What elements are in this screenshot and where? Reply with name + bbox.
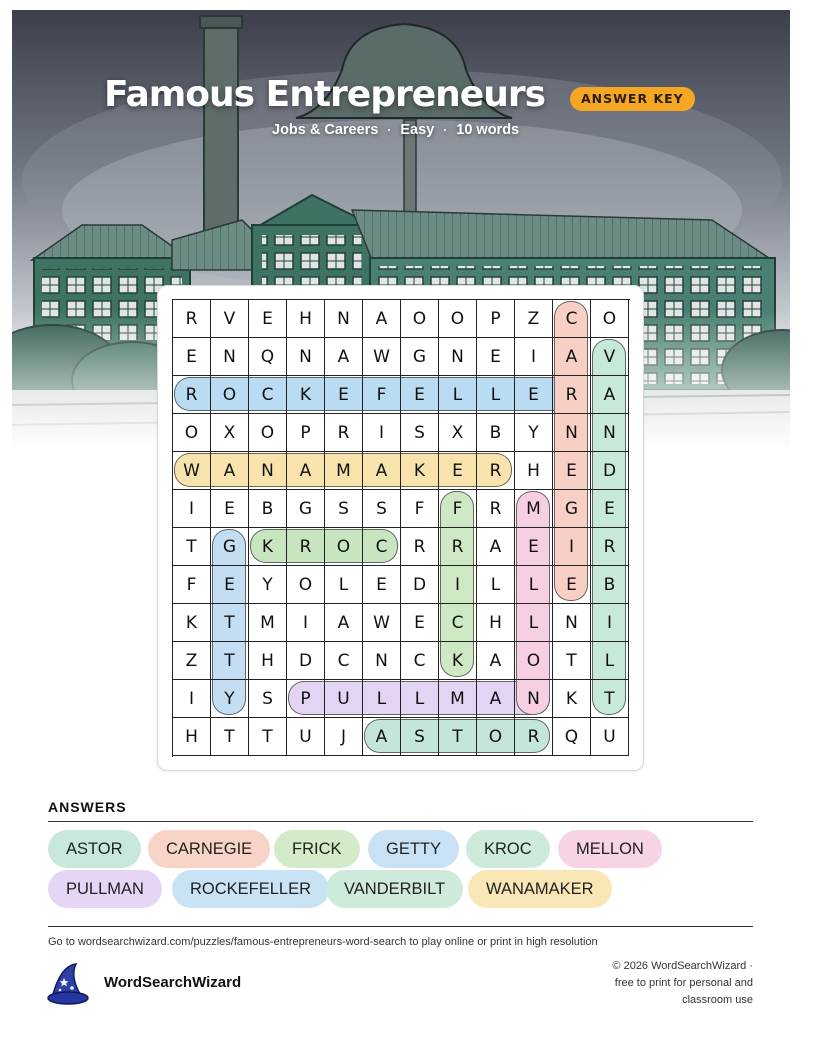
grid-cell: A xyxy=(363,300,401,338)
grid-cell: N xyxy=(287,338,325,376)
grid-cell: R xyxy=(173,376,211,414)
copyright-line: classroom use xyxy=(682,994,753,1006)
divider xyxy=(48,926,753,927)
grid-cell: O xyxy=(439,300,477,338)
puzzle-meta xyxy=(272,122,519,138)
copyright-line: free to print for personal and xyxy=(614,977,753,989)
grid-cell: A xyxy=(477,680,515,718)
grid-cell: W xyxy=(173,452,211,490)
grid-cell: K xyxy=(439,642,477,680)
grid-cell: D xyxy=(287,642,325,680)
grid-cell: D xyxy=(591,452,629,490)
grid-cell: O xyxy=(249,414,287,452)
grid-cell: L xyxy=(401,680,439,718)
grid-cell: G xyxy=(553,490,591,528)
grid-cell: T xyxy=(439,718,477,756)
answer-chip: MELLON xyxy=(558,830,662,868)
answer-chip: WANAMAKER xyxy=(468,870,612,908)
grid-cell: K xyxy=(553,680,591,718)
grid-cell: P xyxy=(477,300,515,338)
grid-cell: O xyxy=(325,528,363,566)
grid-cell: E xyxy=(439,452,477,490)
grid-cell: A xyxy=(325,338,363,376)
grid-cell: C xyxy=(439,604,477,642)
grid-cell: X xyxy=(439,414,477,452)
grid-cell: M xyxy=(249,604,287,642)
grid-cell: O xyxy=(401,300,439,338)
grid-cell: M xyxy=(325,452,363,490)
grid-cell: W xyxy=(363,604,401,642)
grid-cell: E xyxy=(553,452,591,490)
grid-cell: E xyxy=(211,490,249,528)
grid-cell: G xyxy=(287,490,325,528)
meta-separator: · xyxy=(443,123,448,137)
grid-cell: E xyxy=(553,566,591,604)
grid-cell: I xyxy=(515,338,553,376)
grid-cell: I xyxy=(439,566,477,604)
grid-cell: N xyxy=(363,642,401,680)
grid-cell: L xyxy=(363,680,401,718)
grid-cell: C xyxy=(401,642,439,680)
answer-chip: GETTY xyxy=(368,830,459,868)
meta-separator: · xyxy=(387,123,392,137)
grid-cell: U xyxy=(591,718,629,756)
grid-cell: L xyxy=(591,642,629,680)
grid-cell: K xyxy=(249,528,287,566)
grid-cell: K xyxy=(401,452,439,490)
grid-cell: R xyxy=(591,528,629,566)
grid-cell: J xyxy=(325,718,363,756)
grid-cell: O xyxy=(591,300,629,338)
copyright-notice xyxy=(553,958,753,1009)
grid-cell: Y xyxy=(249,566,287,604)
grid-cell: A xyxy=(363,452,401,490)
grid-cell: V xyxy=(591,338,629,376)
grid-cell: Q xyxy=(553,718,591,756)
grid-cell: H xyxy=(249,642,287,680)
grid-cell: O xyxy=(287,566,325,604)
grid-cell: E xyxy=(363,566,401,604)
grid-cell: I xyxy=(553,528,591,566)
grid-cell: F xyxy=(439,490,477,528)
answer-chip: PULLMAN xyxy=(48,870,162,908)
grid-cell: L xyxy=(515,566,553,604)
grid-cell: Y xyxy=(211,680,249,718)
grid-cell: I xyxy=(591,604,629,642)
grid-cell: T xyxy=(211,718,249,756)
footer-url-text: Go to wordsearchwizard.com/puzzles/famous-entrepreneurs-word-search to play online or print in high resolution xyxy=(48,936,598,948)
grid-cell: E xyxy=(401,376,439,414)
grid-cell: T xyxy=(211,642,249,680)
grid-cell: R xyxy=(287,528,325,566)
brand-name: WordSearchWizard xyxy=(104,974,242,991)
grid-cell: A xyxy=(363,718,401,756)
grid-cell: I xyxy=(287,604,325,642)
difficulty-label: Easy xyxy=(400,122,435,138)
grid-cell: N xyxy=(249,452,287,490)
grid-cell: N xyxy=(439,338,477,376)
grid-cell: E xyxy=(249,300,287,338)
grid-cell: E xyxy=(515,376,553,414)
grid-cell: Z xyxy=(173,642,211,680)
grid-cell: C xyxy=(363,528,401,566)
grid-cell: L xyxy=(515,604,553,642)
copyright-line: © 2026 WordSearchWizard · xyxy=(612,960,753,972)
grid-cell: G xyxy=(401,338,439,376)
grid-cell: N xyxy=(325,300,363,338)
grid-cell: D xyxy=(401,566,439,604)
grid-cell: C xyxy=(553,300,591,338)
grid-cell: W xyxy=(363,338,401,376)
wizard-hat-icon xyxy=(46,962,94,1011)
grid-cell: Y xyxy=(515,414,553,452)
grid-cell: E xyxy=(477,338,515,376)
grid-cell: L xyxy=(477,376,515,414)
grid-cell: G xyxy=(211,528,249,566)
grid-cell: T xyxy=(553,642,591,680)
grid-cell: E xyxy=(591,490,629,528)
grid-cell: E xyxy=(515,528,553,566)
grid-cell: Z xyxy=(515,300,553,338)
answer-chip: VANDERBILT xyxy=(326,870,463,908)
answer-chip: FRICK xyxy=(274,830,360,868)
grid-cell: H xyxy=(515,452,553,490)
answer-chip: KROC xyxy=(466,830,550,868)
grid-cell: O xyxy=(515,642,553,680)
grid-cell: R xyxy=(401,528,439,566)
grid-cell: H xyxy=(173,718,211,756)
grid-cell: A xyxy=(211,452,249,490)
grid-cell: M xyxy=(515,490,553,528)
grid-cell: T xyxy=(173,528,211,566)
page-title: Famous Entrepreneurs xyxy=(104,74,546,115)
grid-cell: M xyxy=(439,680,477,718)
grid-cell: O xyxy=(477,718,515,756)
grid-cell: R xyxy=(553,376,591,414)
grid-cell: N xyxy=(211,338,249,376)
grid-cell: A xyxy=(477,642,515,680)
grid-cell: U xyxy=(325,680,363,718)
grid-cell: O xyxy=(211,376,249,414)
grid-cell: N xyxy=(553,414,591,452)
grid-cell: S xyxy=(363,490,401,528)
answers-heading: ANSWERS xyxy=(48,799,127,815)
grid-cell: A xyxy=(287,452,325,490)
grid-cell: T xyxy=(211,604,249,642)
grid-cell: E xyxy=(211,566,249,604)
grid-cell: R xyxy=(173,300,211,338)
grid-cell: K xyxy=(173,604,211,642)
grid-cell: S xyxy=(401,414,439,452)
grid-cell: H xyxy=(287,300,325,338)
grid-cell: A xyxy=(553,338,591,376)
grid-cell: A xyxy=(325,604,363,642)
grid-cell: B xyxy=(249,490,287,528)
grid-cell: Q xyxy=(249,338,287,376)
grid-cell: C xyxy=(249,376,287,414)
word-search-grid-container xyxy=(172,299,630,757)
grid-cell: R xyxy=(515,718,553,756)
category-label: Jobs & Careers xyxy=(272,122,379,138)
grid-cell: U xyxy=(287,718,325,756)
grid-cell: T xyxy=(591,680,629,718)
grid-cell: C xyxy=(325,642,363,680)
answer-chip: CARNEGIE xyxy=(148,830,270,868)
grid-cell: B xyxy=(591,566,629,604)
grid-cell: L xyxy=(477,566,515,604)
grid-cell: E xyxy=(325,376,363,414)
grid-cell: E xyxy=(173,338,211,376)
grid-cell: F xyxy=(401,490,439,528)
grid-cell: I xyxy=(173,680,211,718)
grid-cell: I xyxy=(173,490,211,528)
grid-cell: O xyxy=(173,414,211,452)
grid-cell: R xyxy=(477,490,515,528)
grid-cell: S xyxy=(325,490,363,528)
grid-cell: E xyxy=(401,604,439,642)
grid-cell: P xyxy=(287,414,325,452)
grid-cell: V xyxy=(211,300,249,338)
grid-cell: R xyxy=(477,452,515,490)
grid-cell: B xyxy=(477,414,515,452)
grid-cell: F xyxy=(363,376,401,414)
grid-cell: N xyxy=(553,604,591,642)
grid-cell: T xyxy=(249,718,287,756)
answer-chip: ROCKEFELLER xyxy=(172,870,329,908)
grid-cell: L xyxy=(325,566,363,604)
grid-cell: N xyxy=(591,414,629,452)
grid-cell: A xyxy=(477,528,515,566)
grid-cell: P xyxy=(287,680,325,718)
grid-cell: S xyxy=(401,718,439,756)
word-count-label: 10 words xyxy=(456,122,520,138)
divider xyxy=(48,821,753,822)
grid-cell: R xyxy=(439,528,477,566)
grid-cell: X xyxy=(211,414,249,452)
word-search-grid xyxy=(172,299,630,757)
grid-cell: I xyxy=(363,414,401,452)
grid-cell: R xyxy=(325,414,363,452)
grid-cell: L xyxy=(439,376,477,414)
grid-cell: F xyxy=(173,566,211,604)
answer-chip: ASTOR xyxy=(48,830,141,868)
grid-cell: A xyxy=(591,376,629,414)
grid-cell: S xyxy=(249,680,287,718)
grid-cell: K xyxy=(287,376,325,414)
grid-cell: H xyxy=(477,604,515,642)
answer-key-badge: ANSWER KEY xyxy=(570,87,695,111)
grid-cell: N xyxy=(515,680,553,718)
